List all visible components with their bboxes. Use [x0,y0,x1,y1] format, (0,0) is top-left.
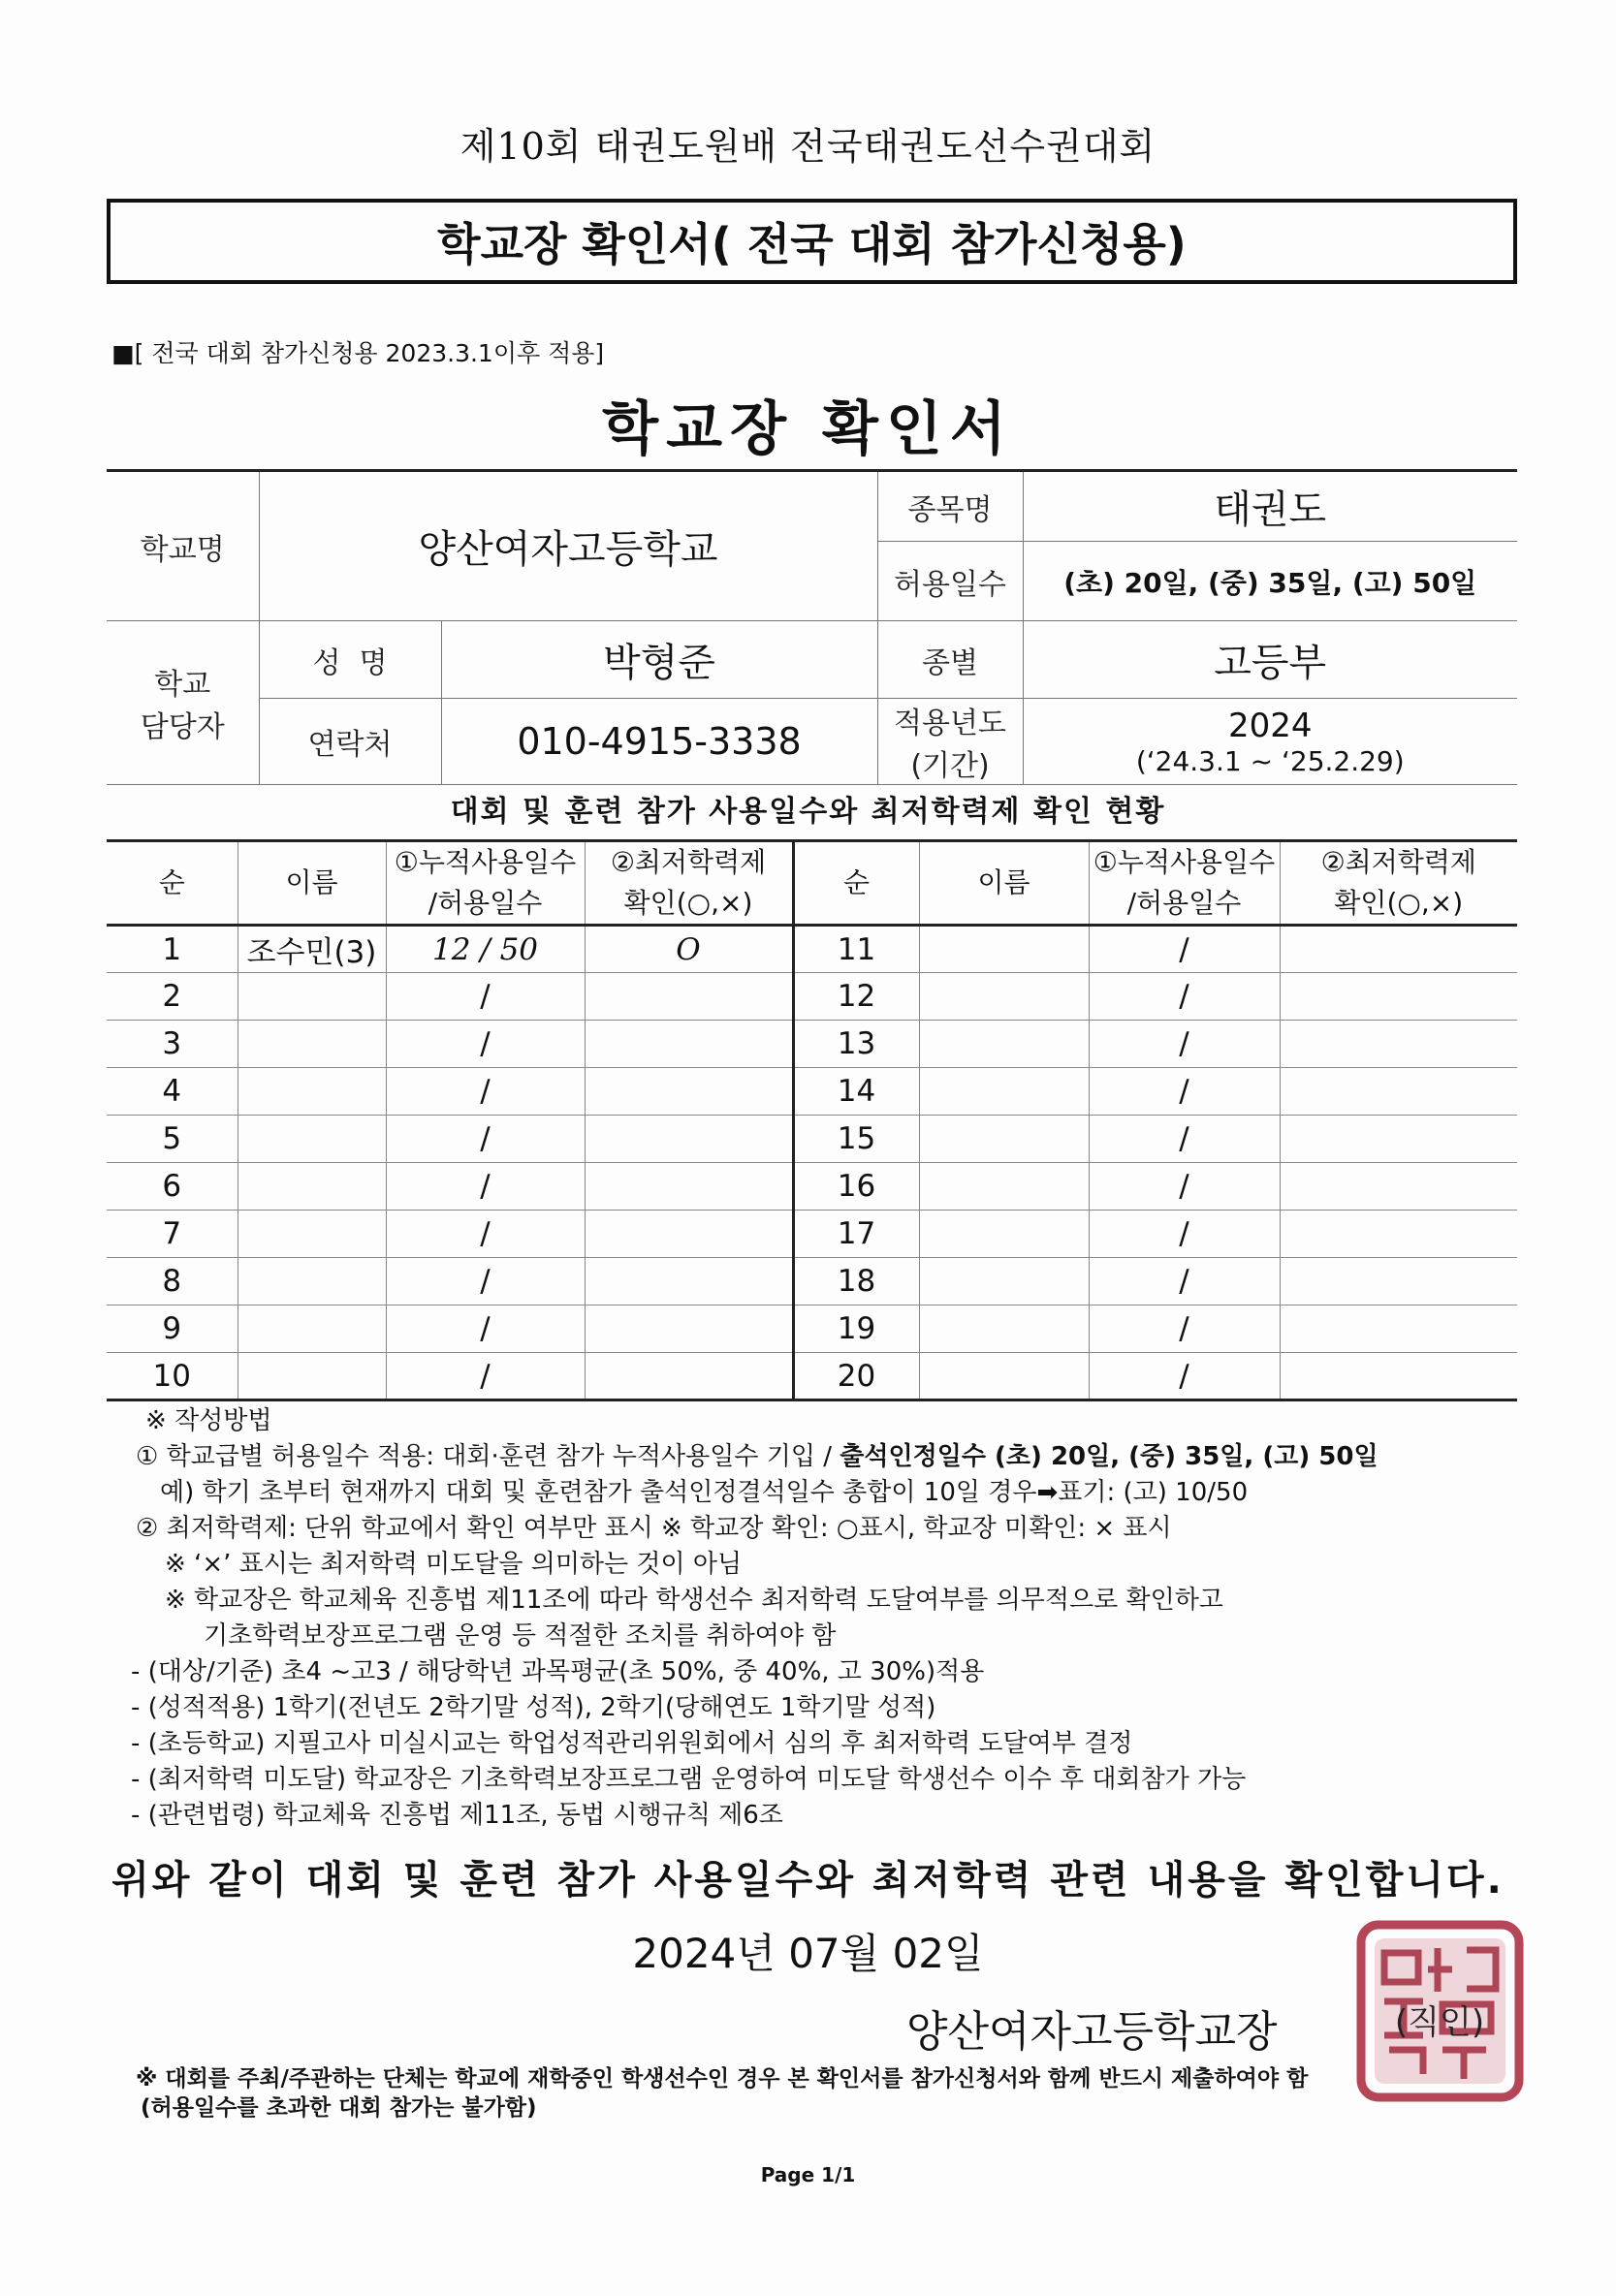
school-manager-label: 학교 담당자 [107,621,259,785]
footnote: ※ 대회를 주최/주관하는 단체는 학교에 재학중인 학생선수인 경우 본 확인서를 참가신청서와 함께 반드시 제출하여야 함 (허용일수를 초과한 대회 참가는 불가함) [136,2066,1309,2121]
document-title-box [107,199,1517,284]
row-check-right [1280,1068,1517,1116]
school-name-value: 양산여자고등학교 [259,471,877,621]
table-row [107,1353,1517,1400]
note-7: - (성적적용) 1학기(전년도 2학기말 성적), 2학기(당해연도 1학기말 성적) [131,1693,936,1722]
header-check-right: ②최저학력제 확인(○,×) [1280,841,1517,926]
row-name-right [919,973,1089,1021]
applicability-note: ■[ 전국 대회 참가신청용 2023.3.1이후 적용] [111,339,605,367]
row-check-left [585,1258,793,1305]
row-days-right: / [1089,1021,1280,1068]
row-no-left: 10 [107,1353,238,1400]
document-title: 학교장 확인서( 전국 대회 참가신청용) [437,218,1187,270]
division-value: 고등부 [1023,621,1517,699]
row-no-right: 11 [793,926,919,973]
row-days-right: / [1089,1068,1280,1116]
contact-label: 연락처 [259,699,441,785]
row-days-left: / [386,1258,585,1305]
row-name-right [919,1021,1089,1068]
page-number: Page 1/1 [760,2163,856,2186]
row-check-left [585,1163,793,1211]
row-name-left [238,1353,386,1400]
table-row [107,1305,1517,1353]
row-days-right: / [1089,973,1280,1021]
row-name-right [919,1163,1089,1211]
row-name-left [238,973,386,1021]
note-9: - (최저학력 미도달) 학교장은 기초학력보장프로그램 운영하여 미도달 학생선수 이수 후 대회참가 가능 [131,1765,1247,1794]
row-no-right: 14 [793,1068,919,1116]
row-check-right [1280,1211,1517,1258]
row-check-left [585,973,793,1021]
principal-title: 양산여자고등학교장 [906,2007,1278,2057]
row-name-right [919,1258,1089,1305]
row-no-right: 13 [793,1021,919,1068]
row-check-right [1280,1021,1517,1068]
row-check-right [1280,1163,1517,1211]
row-days-left: / [386,1163,585,1211]
row-name-left [238,1068,386,1116]
header-no-left: 순 [107,841,238,926]
row-days-right: / [1089,1305,1280,1353]
row-no-right: 20 [793,1353,919,1400]
row-name-left [238,1116,386,1163]
header-days-right: ①누적사용일수 /허용일수 [1089,841,1280,926]
allowed-days-label: 허용일수 [877,542,1023,621]
school-info-table [107,469,1517,785]
year-value: 2024 (‘24.3.1 ~ ‘25.2.29) [1023,699,1517,785]
note-5: 기초학력보장프로그램 운영 등 적절한 조치를 취하여야 함 [204,1621,837,1651]
row-check-left: O [585,926,793,973]
table-row [107,926,1517,973]
row-days-right: / [1089,926,1280,973]
usage-table [107,839,1517,1401]
row-days-right: / [1089,1163,1280,1211]
row-no-left: 3 [107,1021,238,1068]
row-no-right: 18 [793,1258,919,1305]
row-days-left: / [386,973,585,1021]
row-check-left [585,1116,793,1163]
manager-name-value: 박형준 [441,621,877,699]
row-name-right [919,1068,1089,1116]
row-no-right: 12 [793,973,919,1021]
note-2: ② 최저학력제: 단위 학교에서 확인 여부만 표시 ※ 학교장 확인: ○표시, 학교장 미확인: × 표시 [136,1514,1172,1543]
row-check-right [1280,1305,1517,1353]
table-row [107,1021,1517,1068]
row-no-left: 2 [107,973,238,1021]
row-check-left [585,1068,793,1116]
row-name-right [919,926,1089,973]
row-days-right: / [1089,1116,1280,1163]
contact-value: 010-4915-3338 [441,699,877,785]
table-row [107,1163,1517,1211]
row-name-left [238,1021,386,1068]
table-row [107,1068,1517,1116]
row-check-right [1280,1258,1517,1305]
row-no-left: 7 [107,1211,238,1258]
row-name-left [238,1305,386,1353]
row-no-left: 1 [107,926,238,973]
row-name-left [238,1258,386,1305]
row-no-right: 15 [793,1116,919,1163]
row-days-right: / [1089,1353,1280,1400]
note-4: ※ 학교장은 학교체육 진흥법 제11조에 따라 학생선수 최저학력 도달여부를 의무적으로 확인하고 [165,1586,1223,1615]
header-name-right: 이름 [919,841,1089,926]
note-1: ① 학교급별 허용일수 적용: 대회·훈련 참가 누적사용일수 기입 / 출석인정일수 (초) 20일, (중) 35일, (고) 50일 [136,1442,1378,1471]
row-days-left: / [386,1021,585,1068]
row-check-right [1280,1116,1517,1163]
note-1-example: 예) 학기 초부터 현재까지 대회 및 훈련참가 출석인정결석일수 총합이 10일 경우➡표기: (고) 10/50 [160,1478,1249,1507]
sport-value: 태권도 [1023,471,1517,542]
row-no-right: 19 [793,1305,919,1353]
row-days-left: / [386,1211,585,1258]
issue-date: 2024년 07월 02일 [632,1930,984,1977]
table-row [107,1258,1517,1305]
note-6: - (대상/기준) 초4 ~고3 / 해당학년 과목평균(초 50%, 중 40%, 고 30%)적용 [131,1657,985,1686]
row-days-left: 12 / 50 [386,926,585,973]
row-check-left [585,1305,793,1353]
table-row [107,1116,1517,1163]
sport-label: 종목명 [877,471,1023,542]
note-10: - (관련법령) 학교체육 진흥법 제11조, 동법 시행규칙 제6조 [131,1801,783,1830]
row-check-right [1280,1353,1517,1400]
note-3: ※ ‘×’ 표시는 최저학력 미도달을 의미하는 것이 아님 [165,1550,743,1579]
header-days-left: ①누적사용일수 /허용일수 [386,841,585,926]
table-row [107,973,1517,1021]
row-no-left: 6 [107,1163,238,1211]
confirmation-statement: 위와 같이 대회 및 훈련 참가 사용일수와 최저학력 관련 내용을 확인합니다. [111,1858,1505,1903]
division-label: 종별 [877,621,1023,699]
row-days-right: / [1089,1211,1280,1258]
note-8: - (초등학교) 지필고사 미실시교는 학업성적관리위원회에서 심의 후 최저학력 도달여부 결정 [131,1729,1133,1758]
instructions [131,1403,1512,1834]
school-name-label: 학교명 [107,471,259,621]
row-no-left: 9 [107,1305,238,1353]
row-no-right: 16 [793,1163,919,1211]
row-days-left: / [386,1353,585,1400]
row-name-left [238,1211,386,1258]
row-no-left: 4 [107,1068,238,1116]
competition-title: 제10회 태권도원배 전국태권도선수권대회 [459,125,1157,168]
header-no-right: 순 [793,841,919,926]
row-check-left [585,1021,793,1068]
row-check-right [1280,926,1517,973]
row-check-left [585,1353,793,1400]
notes-heading: ※ 작성방법 [145,1406,272,1435]
row-name-right [919,1353,1089,1400]
row-days-left: / [386,1116,585,1163]
allowed-days-value: (초) 20일, (중) 35일, (고) 50일 [1023,542,1517,621]
row-no-left: 8 [107,1258,238,1305]
row-name-right [919,1305,1089,1353]
row-check-left [585,1211,793,1258]
row-days-left: / [386,1305,585,1353]
main-title: 학교장 확인서 [602,395,1014,463]
table-row [107,1211,1517,1258]
row-days-right: / [1089,1258,1280,1305]
header-name-left: 이름 [238,841,386,926]
row-name-left: 조수민(3) [238,926,386,973]
section-title: 대회 및 훈련 참가 사용일수와 최저학력제 확인 현황 [450,795,1166,829]
row-no-right: 17 [793,1211,919,1258]
name-label: 성 명 [259,621,441,699]
row-name-right [919,1116,1089,1163]
header-check-left: ②최저학력제 확인(○,×) [585,841,793,926]
row-days-left: / [386,1068,585,1116]
svg-text:(직인): (직인) [1394,2003,1485,2042]
year-label: 적용년도 (기간) [877,699,1023,785]
row-check-right [1280,973,1517,1021]
row-name-left [238,1163,386,1211]
row-name-right [919,1211,1089,1258]
row-no-left: 5 [107,1116,238,1163]
